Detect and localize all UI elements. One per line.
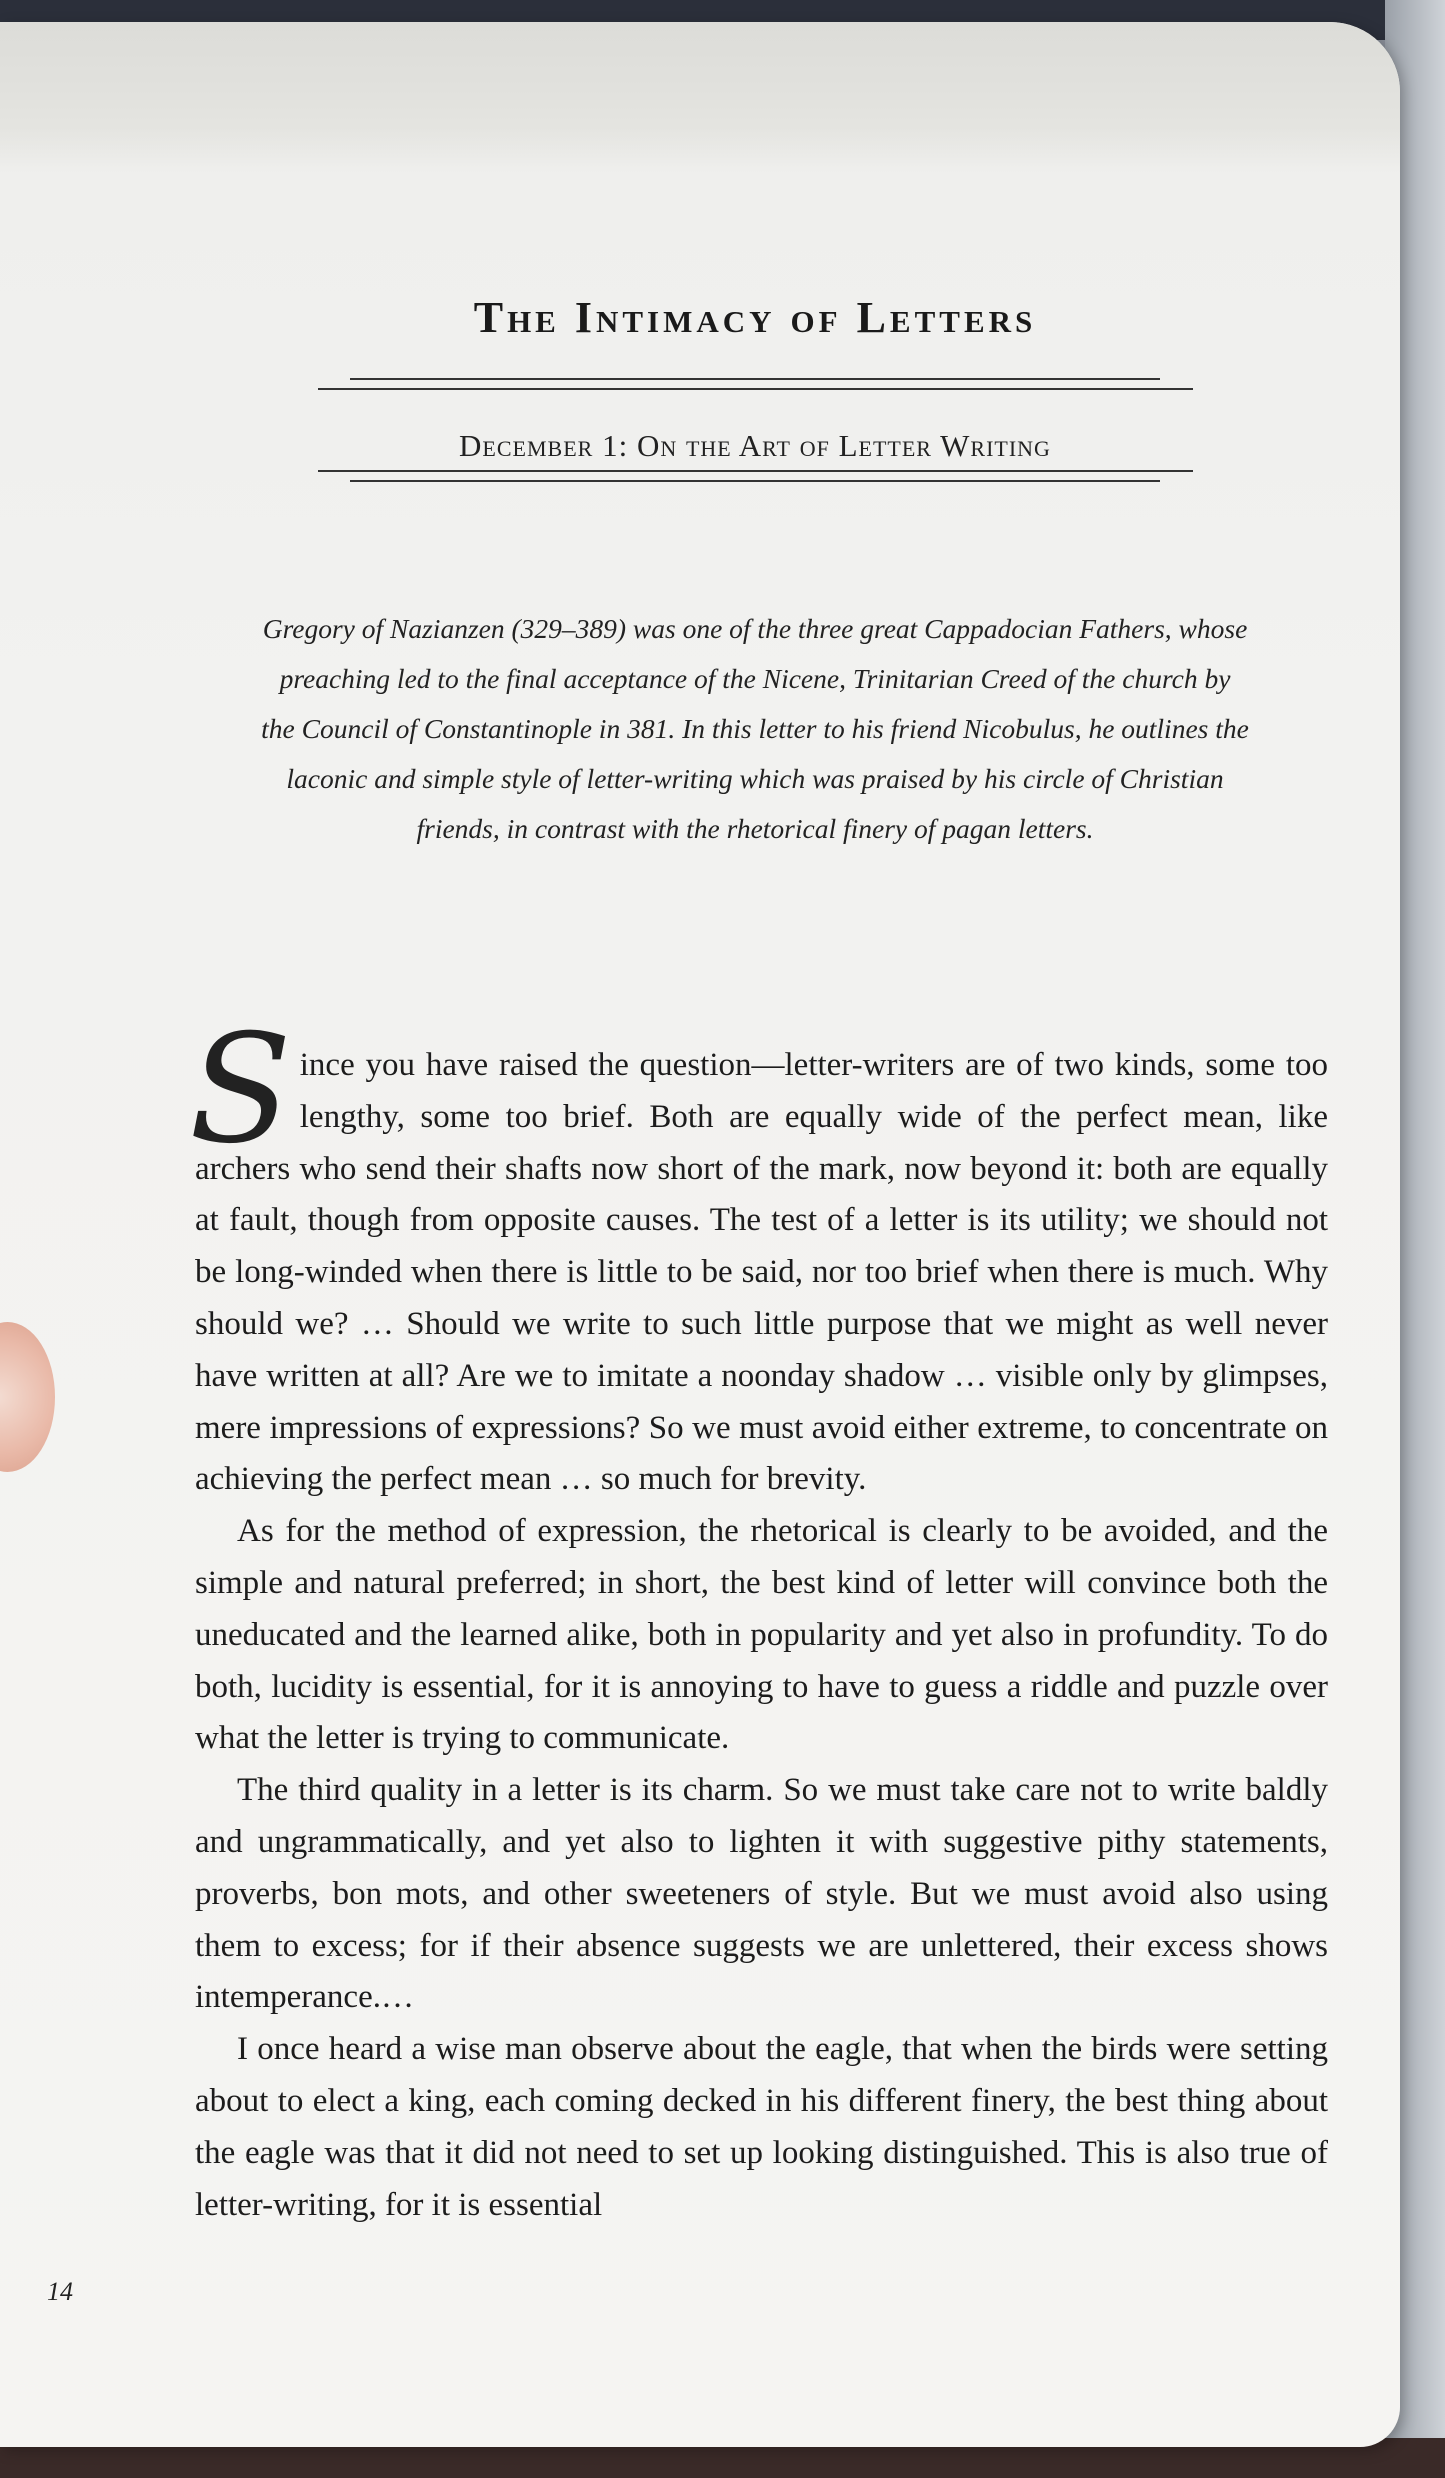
paragraph-4: I once heard a wise man observe about the eagle, that when the birds were setting about to elect a king, each coming decked in his different finery, the best thing about the eagle was that it did not need to set up looking distinguished. This is also true of letter-writing, for it is essential bbox=[195, 2031, 1328, 2223]
rule-top-2 bbox=[318, 388, 1193, 390]
drop-cap: S bbox=[189, 1003, 292, 1177]
intro-paragraph: Gregory of Nazianzen (329–389) was one of the three great Cappadocian Fathers, whose preaching led to the final acceptance of the Nicene, Trinitarian Creed of the church by the Council of Constantinople in 381. In this letter to his friend Nicobulus, he outlines the laconic and simple style of letter-writing which was praised by his circle of Christian friends, in contrast with the rhetorical finery of pagan letters. bbox=[261, 613, 1249, 844]
page-number: 14 bbox=[47, 2277, 73, 2306]
page-edge-shadow bbox=[0, 22, 1400, 172]
letter-body bbox=[189, 1003, 1328, 2231]
paragraph-3: The third quality in a letter is its charm. So we must take care not to write baldly and ungrammatically, and yet also to lighten it with suggestive pithy statements, proverbs, bon mots, and other sweeteners of style. But we must avoid also using them to excess; for if their absence suggests we are unlettered, their excess shows intemperance.… bbox=[195, 1772, 1328, 2016]
rule-bottom-2 bbox=[350, 480, 1160, 482]
book-page bbox=[0, 22, 1400, 2447]
thumb-holding-page bbox=[0, 1322, 55, 1472]
paragraph-1-text: ince you have raised the question—letter-writers are of two kinds, some too lengthy, some too brief. Both are equally wide of the perfect mean, like archers who send their shafts now short of the mark, now beyond it: both are equally at fault, though from opposite causes. The test of a letter is its utility; we should not be long-winded when there is little to be said, nor too brief when there is much. Why should we? … Should we write to such little purpose that we might as well never have written at all? Are we to imitate a noonday shadow … visible only by glimpses, mere impressions of expressions? So we must avoid either extreme, to concentrate on achieving the perfect mean … so much for brevity. bbox=[195, 1047, 1328, 1498]
section-subtitle: December 1: On the Art of Letter Writing bbox=[459, 428, 1051, 463]
rule-top-1 bbox=[350, 378, 1160, 380]
chapter-title: The Intimacy of Letters bbox=[473, 293, 1037, 342]
rule-bottom-1 bbox=[318, 470, 1193, 472]
paragraph-1 bbox=[189, 1003, 1328, 1506]
paragraph-2: As for the method of expression, the rhetorical is clearly to be avoided, and the simple and natural preferred; in short, the best kind of letter will convince both the uneducated and the learned alike, both in popularity and yet also in profundity. To do both, lucidity is essential, for it is annoying to have to guess a riddle and puzzle over what the letter is trying to communicate. bbox=[195, 1513, 1328, 1757]
